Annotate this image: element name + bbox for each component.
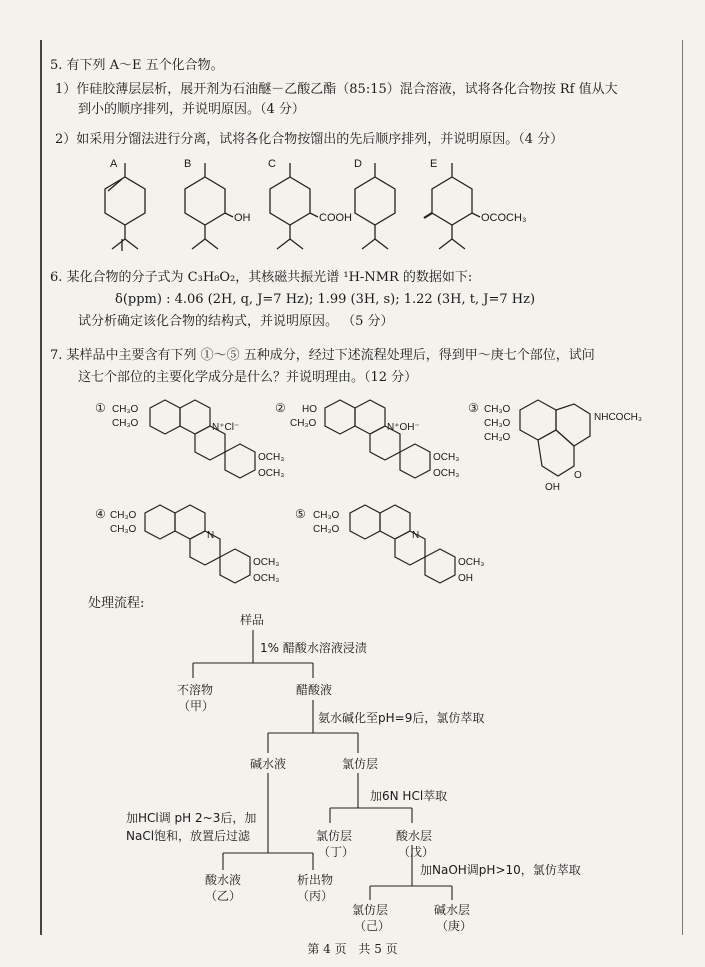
compound-2	[325, 400, 430, 478]
c5-ch3o-top: CH₃O	[313, 510, 340, 521]
q5-part1-line2: 到小的顺序排列，并说明原因。（4 分）	[78, 102, 305, 117]
c5-ch3o-bot: CH₃O	[313, 524, 340, 535]
num-5: ⑤	[295, 507, 306, 521]
q5-structures	[0, 155, 705, 265]
compound-e	[424, 163, 480, 249]
c3-nhacetyl: NHCOCH₃	[594, 412, 642, 423]
flow-base-aq: 碱水液	[250, 757, 287, 771]
label-d: D	[354, 158, 362, 170]
q7-title-line2: 这七个部位的主要化学成分是什么？并说明理由。（12 分）	[78, 370, 418, 385]
page-footer	[0, 940, 705, 957]
flow-wu: （戊）	[398, 845, 435, 859]
compound-5	[350, 505, 455, 583]
flow-acetic: 醋酸液	[296, 683, 333, 697]
compound-c	[270, 163, 318, 249]
c4-ch3o-bot: CH₃O	[110, 524, 137, 535]
q7-title-line1: 7. 某样品中主要含有下列 ①～⑤ 五种成分，经过下述流程处理后，得到甲～庚七个部位，试问	[50, 348, 595, 363]
c5-oh: OH	[458, 573, 473, 584]
flow-acid-layer: 酸水层	[396, 829, 433, 843]
c4-och3-bot: OCH₃	[253, 573, 280, 584]
footer-total: 共 5 页	[358, 942, 398, 956]
label-e: E	[430, 158, 438, 170]
c2-och3-bot: OCH₃	[433, 468, 460, 479]
num-1: ①	[95, 401, 106, 415]
c1-ncl: N⁺Cl⁻	[212, 422, 240, 433]
flow-insoluble: 不溶物	[177, 683, 214, 697]
flow-acid-aq: 酸水液	[205, 873, 242, 887]
flow-step2: 氨水碱化至pH=9后，氯仿萃取	[318, 711, 485, 725]
footer-page: 第 4 页	[307, 942, 347, 956]
compound-a	[105, 163, 145, 251]
flow-bing: （丙）	[297, 889, 334, 903]
q5-part2: 2）如采用分馏法进行分离，试将各化合物按馏出的先后顺序排列，并说明原因。（4 分）	[55, 132, 564, 147]
flow-ding: （丁）	[318, 845, 355, 859]
label-a: A	[110, 158, 118, 170]
e-ococh3: OCOCH₃	[481, 212, 527, 224]
flow-step4: 加6N HCl萃取	[370, 789, 448, 803]
c5-och3: OCH₃	[458, 557, 485, 568]
label-b: B	[184, 158, 192, 170]
c3-ch3o-3: CH₃O	[484, 432, 511, 443]
c2-ch3o: CH₃O	[290, 418, 317, 429]
c3-oh: OH	[545, 482, 560, 493]
flow-chloroform: 氯仿层	[342, 757, 379, 771]
c3-ch3o-1: CH₃O	[484, 404, 511, 415]
flow-yi: （乙）	[205, 889, 242, 903]
c2-noh: N⁺OH⁻	[387, 422, 420, 433]
c4-och3-top: OCH₃	[253, 557, 280, 568]
num-4: ④	[95, 507, 106, 521]
c4-n: N	[207, 530, 215, 541]
c1-ch3o-bot: CH₃O	[112, 418, 139, 429]
flow-sample: 样品	[240, 613, 265, 627]
q5-part1-line1: 1）作硅胶薄层层析，展开剂为石油醚－乙酸乙酯（85:15）混合溶液，试将各化合物按 Rf 值从大	[55, 82, 618, 97]
c5-n: N	[412, 530, 420, 541]
flow-ji: （己）	[354, 919, 391, 933]
q7-structures	[0, 390, 705, 590]
flow-step3-line1: 加HCl调 pH 2~3后，加	[126, 811, 257, 825]
flow-base-layer: 碱水层	[434, 903, 471, 917]
c3-o: O	[574, 470, 582, 481]
compound-d	[355, 163, 395, 249]
q6-ask: 试分析确定该化合物的结构式，并说明原因。 （5 分）	[78, 314, 394, 329]
num-2: ②	[275, 401, 286, 415]
flow-precip: 析出物	[297, 873, 334, 887]
flow-chl-layer2: 氯仿层	[352, 903, 389, 917]
flow-geng: （庚）	[436, 919, 473, 933]
flow-jia: （甲）	[178, 699, 215, 713]
c2-och3-top: OCH₃	[433, 452, 460, 463]
flow-title: 处理流程:	[88, 596, 145, 611]
c1-och3-top: OCH₃	[258, 452, 285, 463]
c1-och3-bot: OCH₃	[258, 468, 285, 479]
c2-ho: HO	[302, 404, 317, 415]
q6-title: 6. 某化合物的分子式为 C₃H₈O₂，其核磁共振光谱 ¹H-NMR 的数据如下:	[50, 270, 473, 285]
flow-step5: 加NaOH调pH>10，氯仿萃取	[420, 863, 581, 877]
flow-chl-layer: 氯仿层	[316, 829, 353, 843]
c1-ch3o-top: CH₃O	[112, 404, 139, 415]
c3-ch3o-2: CH₃O	[484, 418, 511, 429]
compound-1	[150, 400, 255, 478]
q5-title: 5. 有下列 A～E 五个化合物。	[50, 58, 224, 73]
c4-ch3o-top: CH₃O	[110, 510, 137, 521]
flow-step3-line2: NaCl饱和，放置后过滤	[126, 829, 251, 843]
q6-nmr: δ(ppm) : 4.06 (2H, q, J=7 Hz); 1.99 (3H, s); 1.22 (3H, t, J=7 Hz)	[115, 292, 536, 307]
compound-b	[185, 163, 233, 249]
label-c: C	[268, 158, 276, 170]
flow-step1: 1% 醋酸水溶液浸渍	[260, 641, 367, 655]
num-3: ③	[468, 401, 479, 415]
b-oh: OH	[234, 212, 251, 224]
c-cooh: COOH	[319, 212, 352, 224]
compound-3	[520, 400, 590, 476]
compound-4	[145, 505, 250, 583]
process-flowchart	[0, 608, 705, 938]
